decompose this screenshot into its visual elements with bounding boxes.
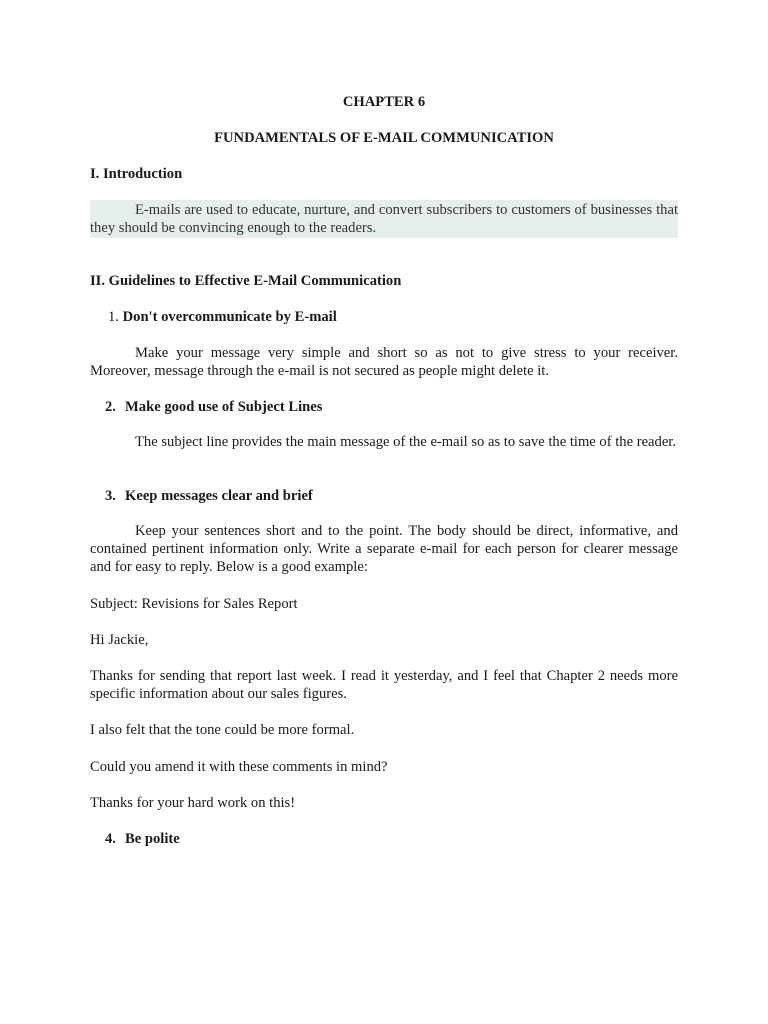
guideline-item-1-paragraph: Make your message very simple and short so as not to give stress to your receiver. Moreover, message through the e-mail is not secured as people might delete it. (90, 345, 678, 379)
example-body-line-1: Thanks for sending that report last week. I read it yesterday, and I feel that Chapter 2 needs more specific information about our sales figures. (90, 668, 678, 702)
guideline-item-4-heading (105, 830, 180, 848)
example-body-line-4: Thanks for your hard work on this! (90, 795, 296, 811)
example-greeting: Hi Jackie, (90, 632, 149, 648)
introduction-paragraph (90, 200, 678, 238)
guideline-item-2-paragraph: The subject line provides the main message of the e-mail so as to save the time of the reader. (135, 434, 677, 450)
guideline-item-1-number: 1. (108, 309, 119, 325)
guideline-item-3-title: Keep messages clear and brief (125, 488, 313, 504)
guideline-item-3-number: 3. (105, 488, 116, 504)
section-heading-guidelines: II. Guidelines to Effective E-Mail Communication (90, 273, 402, 289)
guideline-item-1-heading (108, 308, 337, 326)
example-body-line-3: Could you amend it with these comments in mind? (90, 759, 388, 775)
guideline-item-1-title: Don't overcommunicate by E-mail (122, 309, 337, 325)
guideline-item-2-number: 2. (105, 399, 116, 415)
chapter-label: CHAPTER 6 (342, 94, 426, 110)
guideline-item-2-title: Make good use of Subject Lines (125, 399, 323, 415)
introduction-text: E-mails are used to educate, nurture, and convert subscribers to customers of businesses that they should be convincing enough to the readers. (90, 202, 678, 236)
example-subject-line: Subject: Revisions for Sales Report (90, 596, 298, 612)
guideline-item-2-heading (105, 398, 322, 416)
section-heading-introduction: I. Introduction (90, 166, 183, 182)
guideline-item-3-heading (105, 487, 313, 505)
document-title: FUNDAMENTALS OF E-MAIL COMMUNICATION (214, 130, 554, 146)
guideline-item-4-title: Be polite (125, 831, 180, 847)
guideline-item-3-paragraph: Keep your sentences short and to the point. The body should be direct, informative, and contained pertinent information only. Write a separate e-mail for each person for clearer message and for easy to reply. Below is a good example: (90, 523, 678, 575)
example-body-line-2: I also felt that the tone could be more formal. (90, 722, 355, 738)
guideline-item-4-number: 4. (105, 831, 116, 847)
